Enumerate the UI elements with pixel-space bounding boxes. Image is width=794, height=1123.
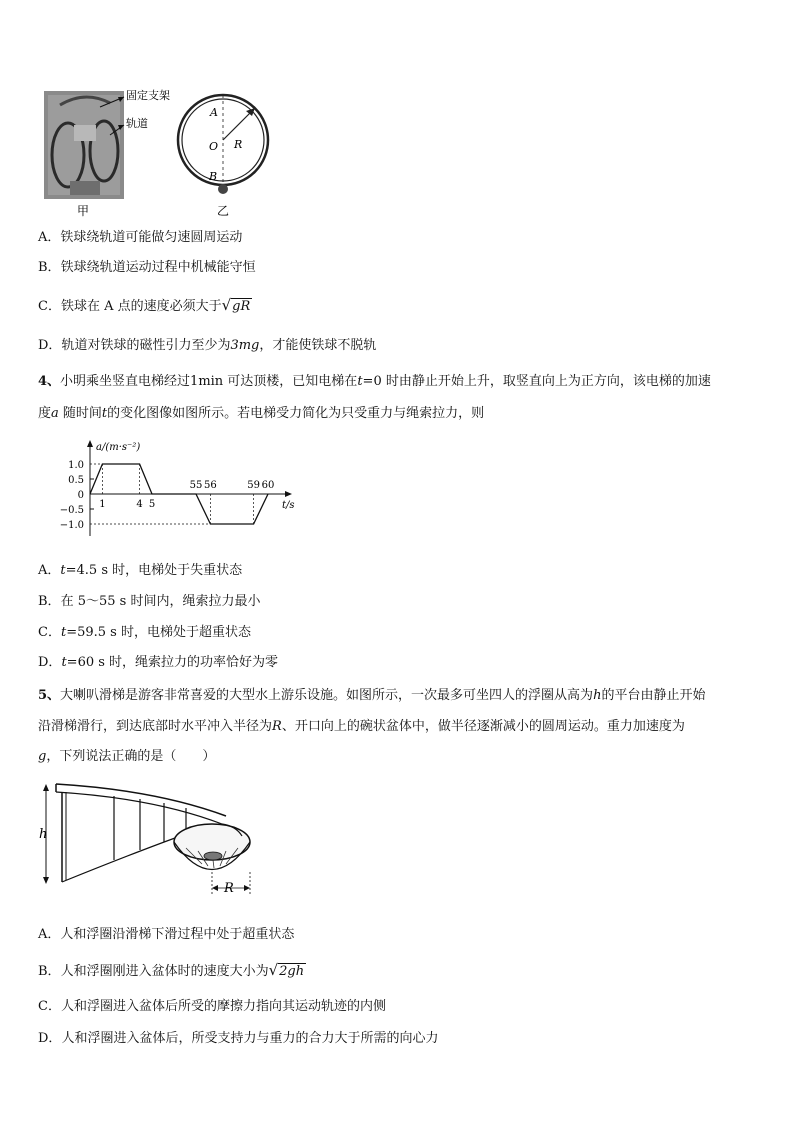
y-tick-label: 0 [77,490,84,501]
option-label: A． [38,563,61,578]
q4-option-d [38,654,278,672]
var-h: h [593,688,602,703]
option-label: D． [38,655,62,670]
option-text: 人和浮圈进入盆体后所受的摩擦力指向其运动轨迹的内侧 [60,999,386,1014]
stem-text: 大喇叭滑梯是游客非常喜爱的大型水上游乐设施。如图所示，一次最多可坐四人的浮圈从高为 [60,688,594,703]
option-var: t [60,625,67,640]
stem-text: 度 [38,406,52,421]
y-axis-label: a/(m·s⁻²) [96,442,141,453]
y-tick-label: 0.5 [68,475,84,486]
q4-option-c [38,624,251,642]
stem-text: 的平台由静止开始 [601,688,706,703]
option-text: 铁球绕轨道可能做匀速圆周运动 [60,230,243,245]
x-tick-label: 56 [204,480,217,491]
y-axis-arrow [87,440,93,447]
q3-figure [40,85,280,220]
x-tick-label: 4 [136,499,143,510]
var-g: g [38,749,47,764]
stem-text: 的变化图像如图所示。若电梯受力简化为只受重力与绳索拉力，则 [107,406,485,421]
point-o-label: O [209,140,219,153]
y-tick-label: 1.0 [68,460,84,471]
option-label: C． [38,299,61,314]
option-text: 铁球绕轨道运动过程中机械能守恒 [60,260,256,275]
slide-figure-svg [36,772,276,907]
sqrt-content: 2gh [279,964,305,979]
track-label: 轨道 [126,117,148,130]
radius-label: R [224,881,234,896]
acceleration-chart-svg [36,436,306,546]
option-label: B． [38,964,61,979]
q3-option-d [38,337,376,355]
option-label: C． [38,625,61,640]
iron-ball [218,184,228,194]
x-tick-label: 1 [99,499,106,510]
var-r: R [272,719,282,734]
option-text: =60 s 时，绳索拉力的功率恰好为零 [66,655,279,670]
stem-text: 随时间 [58,406,102,421]
option-text: 轨道对铁球的磁性引力至少为 [61,338,231,353]
option-text: 在 5～55 s 时间内，绳索拉力最小 [60,594,261,609]
q5-option-b [38,961,306,981]
option-label: C． [38,999,61,1014]
acceleration-chart [36,436,306,546]
point-a-label: A [210,106,218,119]
q5-option-c [38,998,386,1016]
q5-stem-line3 [38,747,215,767]
q5-option-a [38,926,294,944]
option-var: t [60,563,66,578]
q3-option-a [38,229,242,247]
sqrt-sign: √ [268,961,279,979]
y-tick-label: −0.5 [59,505,84,516]
x-tick-label: 5 [148,499,156,510]
x-tick-label: 60 [261,480,275,491]
diagram-caption: 乙 [217,204,230,218]
q5-option-d [38,1030,438,1048]
q4-option-a [38,562,242,580]
stem-text: =0 时由静止开始上升，取竖直向上为正方向，该电梯的加速 [362,374,711,389]
stem-text: ，下列说法正确的是（ ） [46,749,216,764]
q5-stem-line1 [38,686,705,706]
option-var: t [61,655,67,670]
sqrt-sign: √ [221,296,232,314]
sqrt-content: gR [232,299,251,314]
slide-figure [36,772,276,907]
option-text: 人和浮圈进入盆体后，所受支持力与重力的合力大于所需的向心力 [61,1031,439,1046]
var-t: t [101,406,108,421]
question-number: 4、 [38,374,61,389]
option-label: B． [38,594,61,609]
option-text: 铁球在 A 点的速度必须大于 [60,299,222,314]
stem-text: 小明乘坐竖直电梯经过1min 可达顶楼，已知电梯在 [60,374,358,389]
x-axis-arrow [285,491,292,497]
option-text-after: ，才能使铁球不脱轨 [259,338,377,353]
option-label: D． [38,338,62,353]
option-label: A． [38,230,61,245]
var-a: a [51,406,59,421]
radius-arrow [223,110,253,140]
height-label: h [39,827,48,842]
option-text: =4.5 s 时，电梯处于失重状态 [65,563,243,578]
q3-option-c [38,296,252,316]
option-label: B． [38,260,61,275]
option-label: D． [38,1031,62,1046]
option-text: 人和浮圈刚进入盆体时的速度大小为 [60,964,269,979]
var-t: t [357,374,363,389]
x-tick-label: 55 [189,480,203,491]
slide-tube [56,784,226,816]
x-tick-label: 59 [247,480,260,491]
question-number: 5、 [38,688,61,703]
photo-caption: 甲 [77,204,90,218]
option-math: 3mg [230,338,260,353]
option-label: A． [38,927,61,942]
stem-text: 沿滑梯滑行，到达底部时水平冲入半径为 [38,719,273,734]
q4-stem-line2 [38,404,484,424]
q4-stem-line1 [38,372,711,392]
radius-label: R [234,138,243,151]
q4-option-b [38,593,260,611]
stem-text: 、开口向上的碗状盆体中，做半径逐渐减小的圆周运动。重力加速度为 [281,719,685,734]
q3-figure-svg [40,85,280,220]
x-axis-label: t/s [282,500,295,511]
option-text: 人和浮圈沿滑梯下滑过程中处于超重状态 [60,927,295,942]
q3-option-b [38,259,256,277]
y-tick-label: −1.0 [59,520,84,531]
support-label: 固定支架 [126,89,170,102]
point-b-label: B [209,170,218,183]
q5-stem-line2 [38,717,685,737]
option-text: =59.5 s 时，电梯处于超重状态 [66,625,251,640]
